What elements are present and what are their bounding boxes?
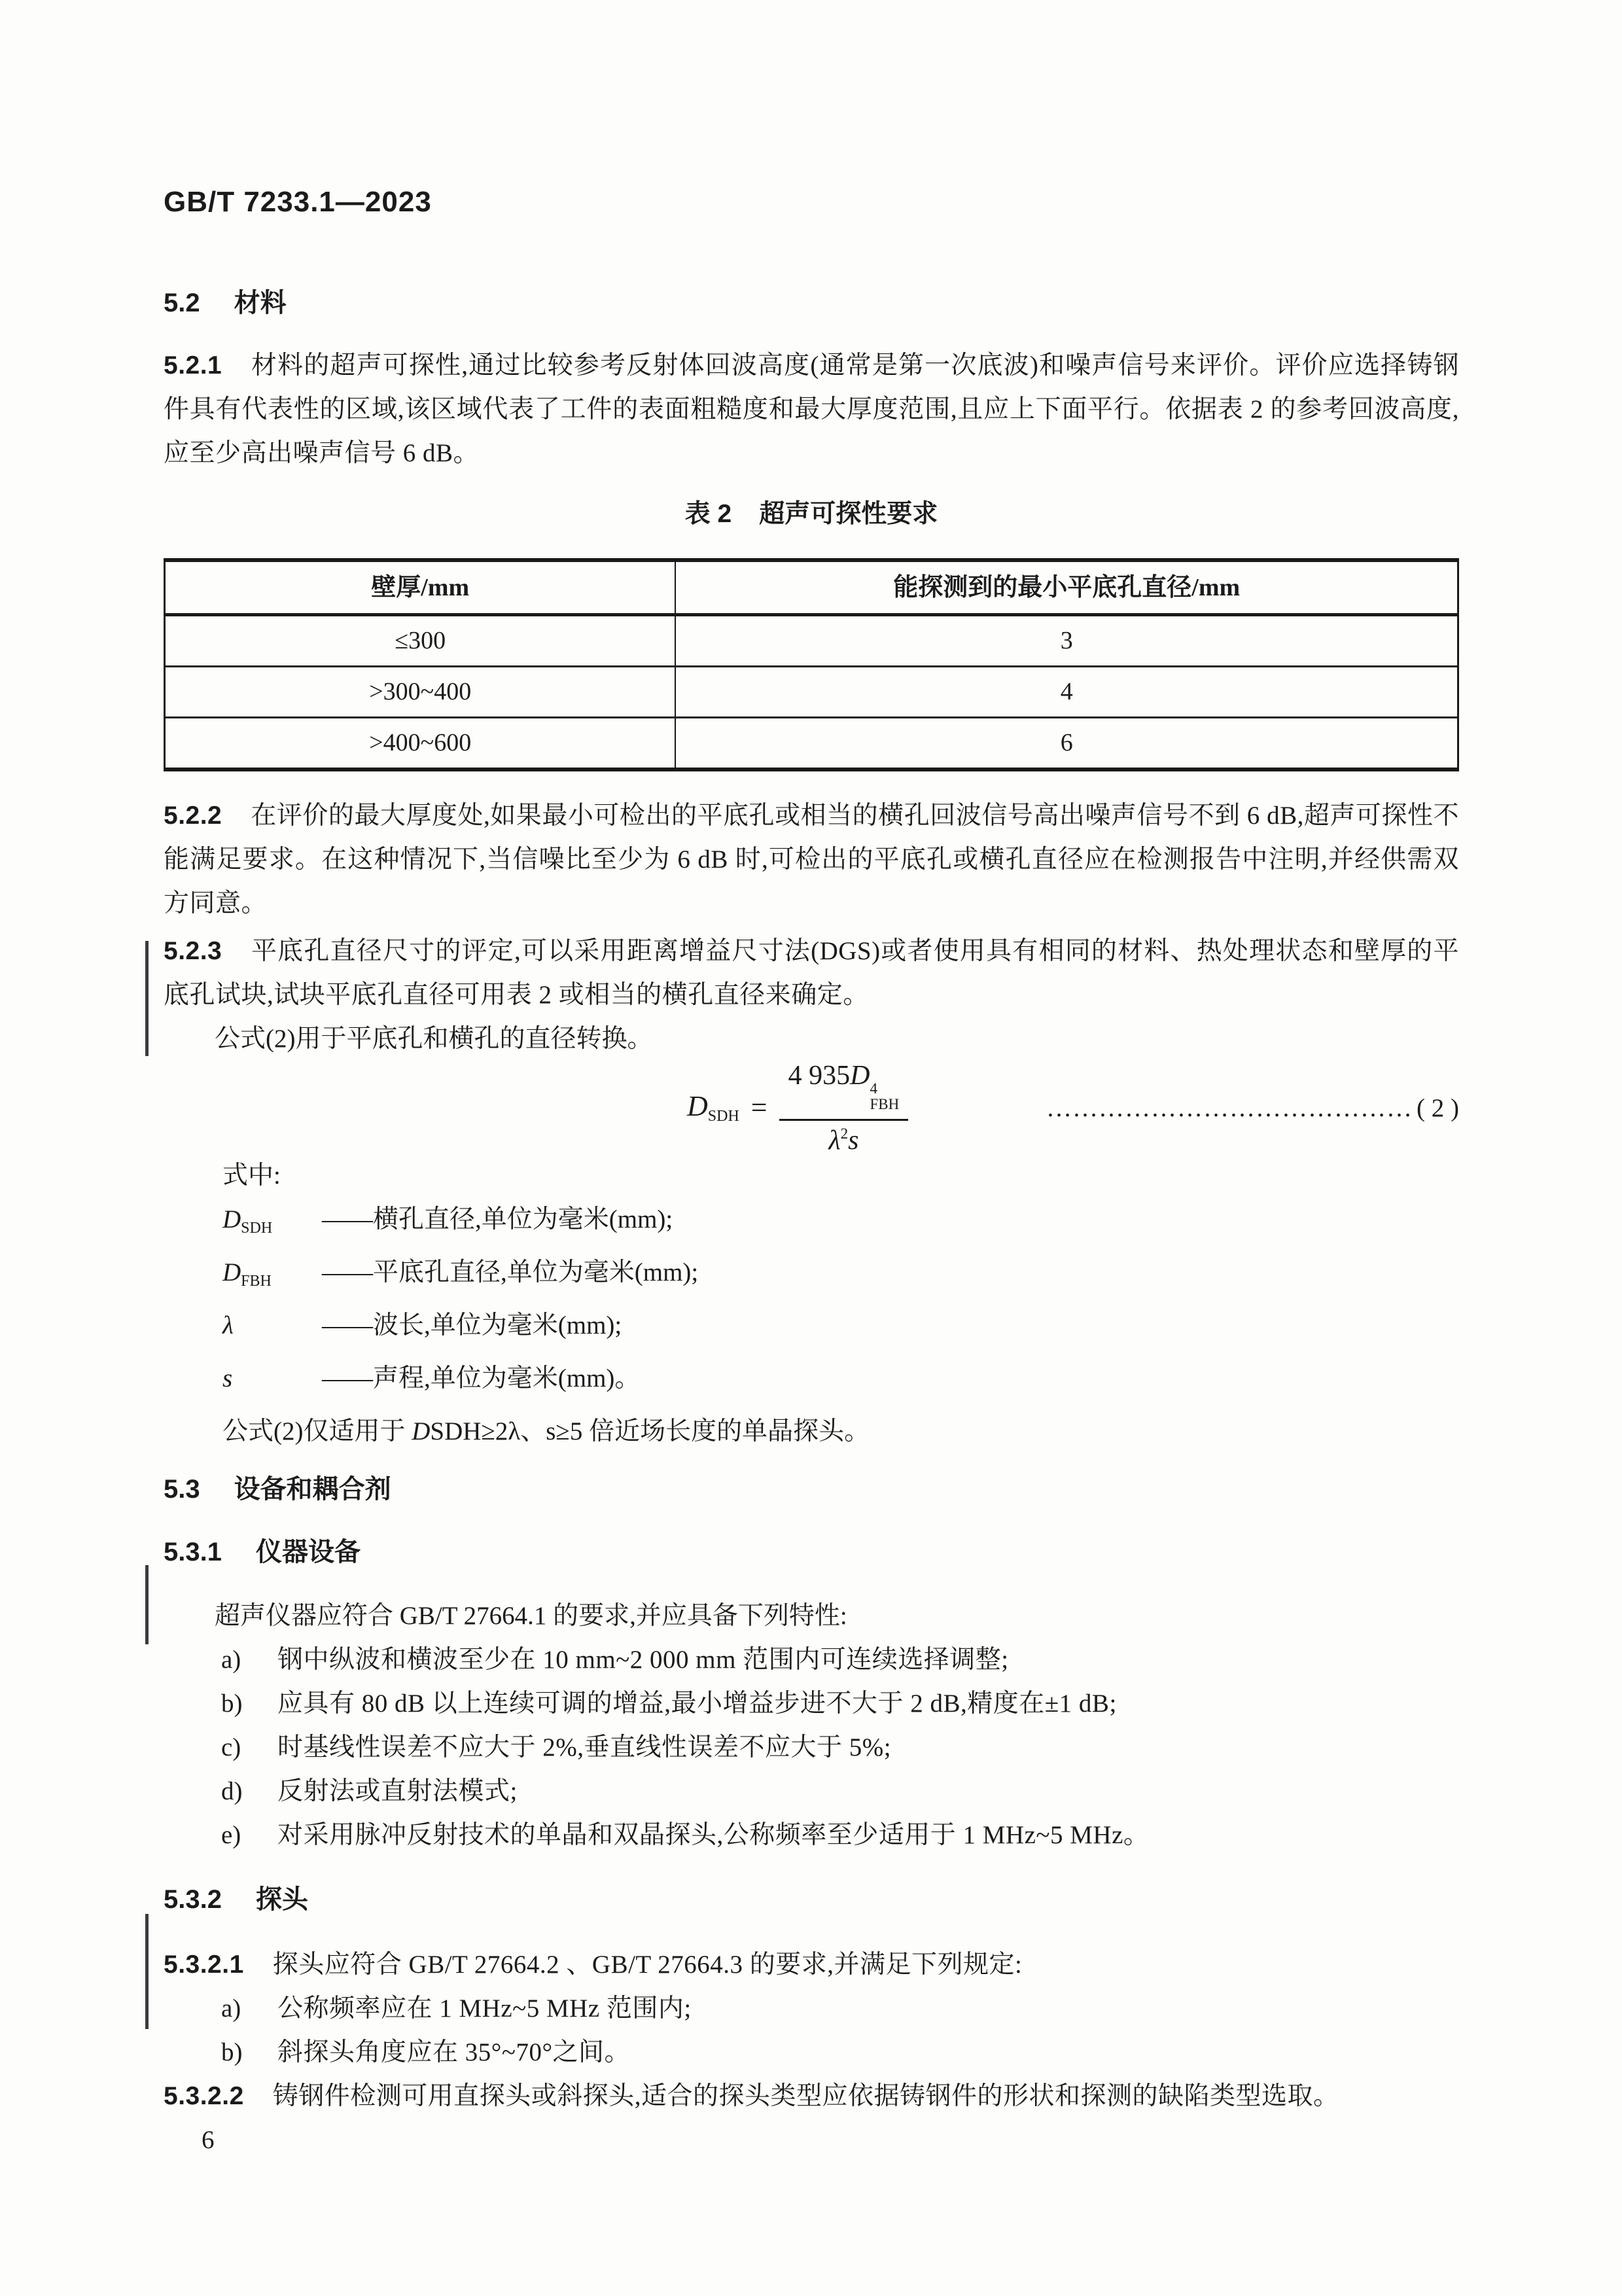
list-item-label: e) xyxy=(221,1821,241,1849)
clause-number: 5.3.2.1 xyxy=(164,1951,244,1979)
table-2-caption xyxy=(164,497,1459,531)
section-number: 5.2 xyxy=(164,289,200,317)
equation-fraction xyxy=(779,1062,909,1154)
list-item-label: b) xyxy=(221,2038,243,2066)
section-title: 设备和耦合剂 xyxy=(234,1475,391,1504)
clause-5-2-2 xyxy=(164,794,1459,925)
table-caption-title: 超声可探性要求 xyxy=(759,500,938,528)
section-number: 5.3 xyxy=(164,1475,200,1504)
clause-5-3-1-intro: 超声仪器应符合 GB/T 27664.1 的要求,并应具备下列特性: xyxy=(215,1602,847,1630)
table-cell-diameter: 3 xyxy=(675,615,1458,667)
fraction-denominator: $\lambda^2s$ xyxy=(828,1125,859,1156)
list-item-text: 时基线性误差不应大于 2%,垂直线性误差不应大于 5%; xyxy=(277,1733,892,1761)
table-cell-thickness: >300~400 xyxy=(165,667,676,718)
definition-dash: —— xyxy=(322,1205,373,1233)
table-cell-thickness: >400~600 xyxy=(165,718,676,770)
section-heading-5-2 xyxy=(164,281,1459,325)
formula-applicability-note: 公式(2)仅适用于 DSDH≥2λ、s≥5 倍近场长度的单晶探头。 xyxy=(222,1417,870,1445)
clause-text: 铸钢件检测可用直探头或斜探头,适合的探头类型应依据铸钢件的形状和探测的缺陷类型选取。 xyxy=(272,2082,1339,2110)
definition-desc: 声程,单位为毫米(mm)。 xyxy=(373,1364,641,1392)
list-item-label: a) xyxy=(221,1646,241,1674)
list-item-label: b) xyxy=(221,1689,243,1718)
fraction-numerator: 4 935D 4 FBH xyxy=(779,1062,909,1121)
table-row xyxy=(165,667,1458,718)
definition-desc: 横孔直径,单位为毫米(mm); xyxy=(373,1205,673,1233)
equation-lhs: DSDH xyxy=(687,1089,739,1125)
list-item-text: 应具有 80 dB 以上连续可调的增益,最小增益步进不大于 2 dB,精度在±1 dB; xyxy=(277,1689,1117,1718)
definition-item xyxy=(222,1303,1459,1356)
clause-number: 5.3.2.2 xyxy=(164,2082,244,2110)
definition-desc: 波长,单位为毫米(mm); xyxy=(373,1311,622,1339)
clause-number: 5.2.3 xyxy=(164,937,222,965)
col-header-thickness: 壁厚/mm xyxy=(165,560,676,615)
note-subscript: SDH xyxy=(430,1417,482,1445)
definition-item xyxy=(222,1356,1459,1409)
list-item-label: c) xyxy=(221,1733,241,1761)
list-item-text: 对采用脉冲反射技术的单晶和双晶探头,公称频率至少适用于 1 MHz~5 MHz。 xyxy=(277,1821,1150,1849)
definition-desc: 平底孔直径,单位为毫米(mm); xyxy=(373,1258,699,1286)
denominator-exponent: 2 xyxy=(840,1125,849,1142)
doc-code: GB/T 7233.1—2023 xyxy=(164,186,432,218)
list-item-text: 钢中纵波和横波至少在 10 mm~2 000 mm 范围内可连续选择调整; xyxy=(277,1646,1009,1674)
table-cell-diameter: 4 xyxy=(675,667,1458,718)
list-item xyxy=(221,1987,1459,2030)
clause-number: 5.2.1 xyxy=(164,351,222,380)
clause-5-3-2-2 xyxy=(164,2074,1459,2118)
clause-5-3-2-1 xyxy=(164,1943,1459,1987)
definition-dash: —— xyxy=(322,1311,373,1339)
section-title: 仪器设备 xyxy=(255,1538,361,1566)
change-bar xyxy=(145,1565,149,1644)
clause-5-2-3 xyxy=(164,929,1459,1017)
clause-text: 探头应符合 GB/T 27664.2 、GB/T 27664.3 的要求,并满足下列规定: xyxy=(272,1951,1023,1979)
clause-5-2-1 xyxy=(164,344,1459,475)
where-label: 式中: xyxy=(222,1161,281,1190)
list-item-label: a) xyxy=(221,1994,241,2022)
list-item-label: d) xyxy=(221,1777,243,1805)
list-item xyxy=(221,1769,1459,1813)
list-item-text: 公称频率应在 1 MHz~5 MHz 范围内; xyxy=(277,1994,692,2022)
list-item-text: 反射法或直射法模式; xyxy=(277,1777,518,1805)
list-item xyxy=(221,1725,1459,1769)
table-cell-diameter: 6 xyxy=(675,718,1458,770)
section-title: 探头 xyxy=(255,1885,308,1914)
change-bar xyxy=(145,1914,149,2029)
table-header-row xyxy=(165,560,1458,615)
table-cell-thickness: ≤300 xyxy=(165,615,676,667)
definition-symbol: $D_{FBH}$ xyxy=(222,1258,272,1290)
section-heading-5-3 xyxy=(164,1468,1459,1511)
list-item-text: 斜探头角度应在 35°~70°之间。 xyxy=(277,2038,631,2066)
definition-symbol: λ xyxy=(222,1311,234,1339)
clause-text: 平底孔直径尺寸的评定,可以采用距离增益尺寸法(DGS)或者使用具有相同的材料、热处理状态和壁厚的平底孔试块,试块平底孔直径可用表 2 或相当的横孔直径来确定。 xyxy=(164,937,1459,1009)
list-item xyxy=(221,1638,1459,1682)
equation-2-row xyxy=(164,1062,1459,1154)
table-2 xyxy=(164,558,1459,771)
definition-symbol: s xyxy=(222,1364,233,1392)
section-number: 5.3.2 xyxy=(164,1885,222,1914)
change-bar xyxy=(145,941,149,1056)
clause-text: 在评价的最大厚度处,如果最小可检出的平底孔或相当的横孔回波信号高出噪声信号不到 6 dB,超声可探性不能满足要求。在这种情况下,当信噪比至少为 6 dB 时,可检出的平底孔或横孔直径应在检测报告中注明,并经供需双方同意。 xyxy=(164,802,1459,917)
definition-dash: —— xyxy=(322,1258,373,1286)
equation-number: ( 2 ) xyxy=(1417,1093,1459,1122)
table-caption-label: 表 2 xyxy=(684,500,732,528)
list-item xyxy=(221,1813,1459,1857)
definition-item xyxy=(222,1250,1459,1303)
numerator-subscript: FBH xyxy=(870,1095,900,1112)
col-header-diameter: 能探测到的最小平底孔直径/mm xyxy=(675,560,1458,615)
page-number: 6 xyxy=(202,2126,215,2154)
section-heading-5-3-1 xyxy=(164,1530,1459,1574)
definition-dash: —— xyxy=(322,1364,373,1392)
table-row xyxy=(165,718,1458,770)
section-heading-5-3-2 xyxy=(164,1878,1459,1922)
list-item xyxy=(221,1682,1459,1725)
section-title: 材料 xyxy=(234,289,287,317)
page-content xyxy=(164,0,1459,2162)
clause-text: 材料的超声可探性,通过比较参考反射体回波高度(通常是第一次底波)和噪声信号来评价。评价应选择铸钢件具有代表性的区域,该区域代表了工件的表面粗糙度和最大厚度范围,且应上下面平行。依据表 2 的参考回波高度,应至少高出噪声信号 6 dB。 xyxy=(164,351,1459,467)
numerator-superscript: 4 xyxy=(870,1080,877,1097)
equation-dot-leader: …………………………………… xyxy=(1046,1093,1413,1122)
definition-symbol: $D_{SDH}$ xyxy=(222,1205,273,1237)
table-row xyxy=(165,615,1458,667)
equals-sign: = xyxy=(750,1091,767,1123)
equation-2 xyxy=(687,1062,908,1154)
definition-item xyxy=(222,1197,1459,1250)
list-item xyxy=(221,2030,1459,2074)
formula-intro: 公式(2)用于平底孔和横孔的直径转换。 xyxy=(215,1025,653,1053)
section-number: 5.3.1 xyxy=(164,1538,222,1566)
clause-number: 5.2.2 xyxy=(164,802,222,830)
